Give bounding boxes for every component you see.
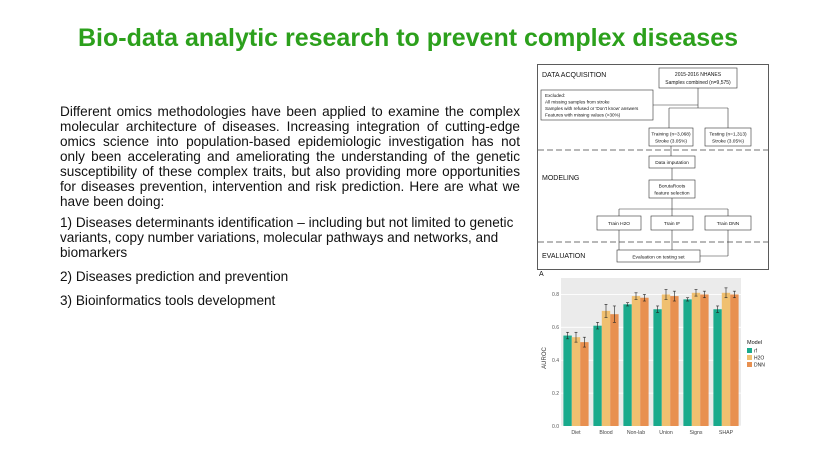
bar-dnn-non-lab: [640, 298, 648, 426]
bar-rf-signs: [683, 299, 691, 426]
train-h2o-label: Train H2O: [608, 222, 630, 227]
excluded-item-3: Features with missing values (>30%): [545, 112, 621, 118]
x-tick-label-non-lab: Non-lab: [626, 430, 646, 436]
x-tick-label-signs: Signs: [689, 430, 703, 436]
legend-label-rf: rf: [754, 348, 758, 355]
imputation-label: Data imputation: [655, 161, 689, 166]
y-tick-label-3: 0.6: [552, 325, 559, 332]
y-tick-label-4: 0.8: [552, 292, 559, 299]
legend-label-dnn: DNN: [754, 362, 765, 369]
bar-rf-blood: [593, 326, 601, 426]
x-tick-label-shap: SHAP: [718, 430, 734, 436]
y-tick-label-0: 0.0: [552, 423, 559, 430]
evaluation-label: Evaluation on testing set: [632, 255, 685, 261]
bar-h2o-shap: [722, 293, 730, 426]
excluded-item-1: All missing samples from stroke: [545, 99, 610, 105]
x-tick-label-diet: Diet: [571, 430, 581, 436]
panel-label: A: [539, 271, 544, 278]
legend-swatch-dnn: [747, 362, 752, 367]
bar-h2o-signs: [692, 293, 700, 426]
boruta-line-1: BorutaRoots: [658, 184, 686, 190]
bar-rf-diet: [563, 336, 571, 426]
y-axis-label: AUROC: [542, 347, 548, 369]
bar-h2o-diet: [572, 337, 580, 426]
legend-swatch-rf: [747, 348, 752, 353]
auroc-bar-chart: [537, 268, 791, 442]
bar-dnn-diet: [580, 342, 588, 426]
bar-dnn-shap: [730, 294, 738, 426]
source-line-2: Samples combined (n=9,575): [665, 80, 731, 86]
list-item-1: 1) Diseases determinants identification – including but not limited to genetic variants, copy number variations, molecular pathways and networks, and biomarkers: [60, 215, 514, 260]
bar-dnn-signs: [700, 294, 708, 426]
list-item-2: 2) Diseases prediction and prevention: [60, 269, 289, 284]
bar-dnn-union: [670, 296, 678, 426]
legend-label-h2o: H2O: [754, 355, 765, 362]
bar-h2o-non-lab: [632, 296, 640, 426]
legend: [747, 348, 765, 368]
y-tick-label-1: 0.2: [552, 390, 559, 397]
legend-title: Model: [747, 340, 762, 346]
training-line-2: Stroke (3.05%): [655, 139, 687, 145]
excluded-item-2: Samples with refused or 'Don't know' answers: [545, 106, 639, 111]
plot-area: [552, 278, 741, 436]
section-evaluation: EVALUATION: [542, 253, 586, 260]
excluded-title: Excluded:: [545, 93, 566, 98]
source-line-1: 2015-2016 NHANES: [674, 72, 722, 78]
y-tick-label-2: 0.4: [552, 358, 559, 365]
train-dnn-label: Train DNN: [716, 222, 740, 227]
x-tick-label-blood: Blood: [599, 430, 613, 436]
boruta-line-2: feature selection: [654, 191, 690, 197]
bar-h2o-blood: [602, 311, 610, 426]
bar-rf-shap: [713, 309, 721, 426]
testing-line-2: Stroke (3.05%): [712, 139, 744, 145]
flowchart: [537, 64, 769, 270]
list-item-3: 3) Bioinformatics tools development: [60, 293, 276, 308]
bar-h2o-union: [662, 294, 670, 426]
bar-rf-non-lab: [623, 304, 631, 426]
slide-title: Bio-data analytic research to prevent complex diseases: [78, 24, 738, 52]
section-modeling: MODELING: [542, 175, 580, 182]
bar-dnn-blood: [610, 314, 618, 426]
slide-body: [60, 104, 520, 317]
bar-rf-union: [653, 309, 661, 426]
train-rf-label: Train IF: [663, 222, 681, 227]
intro-paragraph: Different omics methodologies have been applied to examine the complex molecular architecture of diseases. Increasing integration of cutting-edge omics science into population-based epidemiologic investigation has not only been accelerating and ameliorating the understanding of the genetic susceptibility of these complex traits, but also providing more opportunities for diseases prevention, intervention and risk prediction. Here are what we have been doing:: [60, 104, 520, 209]
section-data-acquisition: DATA ACQUISITION: [542, 72, 607, 79]
legend-swatch-h2o: [747, 355, 752, 360]
testing-line-1: Testing (n=1,313): [709, 132, 747, 138]
training-line-1: Training (n=3,068): [651, 132, 691, 138]
x-tick-label-union: Union: [659, 430, 673, 436]
